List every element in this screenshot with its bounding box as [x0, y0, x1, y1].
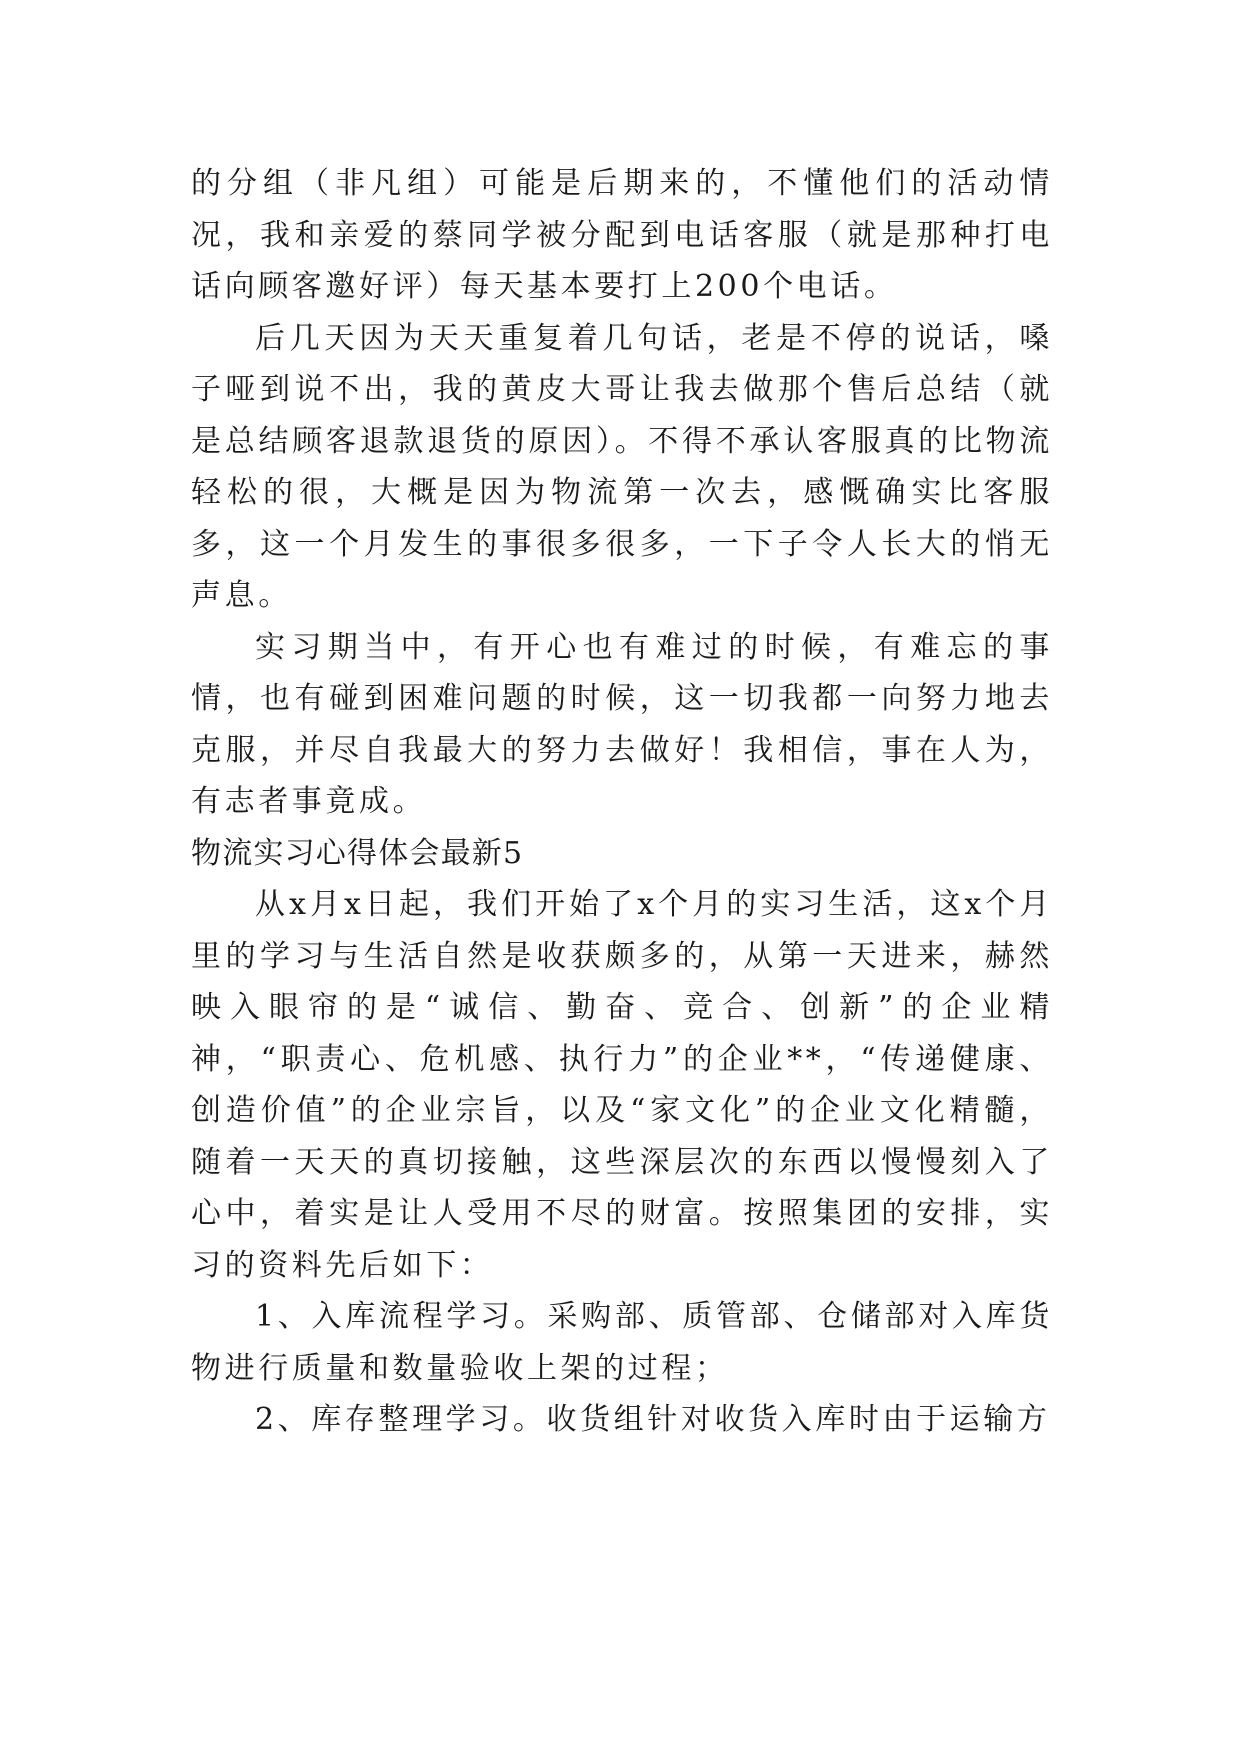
- list-item: 1、入库流程学习。采购部、质管部、仓储部对入库货物进行质量和数量验收上架的过程；: [191, 1299, 1053, 1386]
- body-paragraph: 后几天因为天天重复着几句话，老是不停的说话，嗓子哑到说不出，我的黄皮大哥让我去做那个售后总结（就是总结顾客退款退货的原因）。不得不承认客服真的比物流轻松的很，大概是因为物流第一次去，感慨确实比客服多，这一个月发生的事很多很多，一下子令人长大的悄无声息。: [191, 320, 1053, 613]
- body-paragraph: 的分组（非凡组）可能是后期来的，不懂他们的活动情况，我和亲爱的蔡同学被分配到电话客服（就是那种打电话向顾客邀好评）每天基本要打上200个电话。: [191, 166, 1053, 304]
- body-paragraph: 从x月x日起，我们开始了x个月的实习生活，这x个月里的学习与生活自然是收获颇多的，从第一天进来，赫然映入眼帘的是“诚信、勤奋、竞合、创新”的企业精神，“职责心、危机感、执行力”的企业**，“传递健康、创造价值”的企业宗旨，以及“家文化”的企业文化精髓，随着一天天的真切接触，这些深层次的东西以慢慢刻入了心中，着实是让人受用不尽的财富。按照集团的安排，实习的资料先后如下：: [191, 887, 1053, 1283]
- document-page: [191, 158, 1053, 1446]
- body-paragraph: 实习期当中，有开心也有难过的时候，有难忘的事情，也有碰到困难问题的时候，这一切我都一向努力地去克服，并尽自我最大的努力去做好！我相信，事在人为，有志者事竟成。: [191, 629, 1053, 819]
- section-heading: 物流实习心得体会最新5: [191, 835, 524, 871]
- list-item: 2、库存整理学习。收货组针对收货入库时由于运输方: [255, 1402, 1051, 1437]
